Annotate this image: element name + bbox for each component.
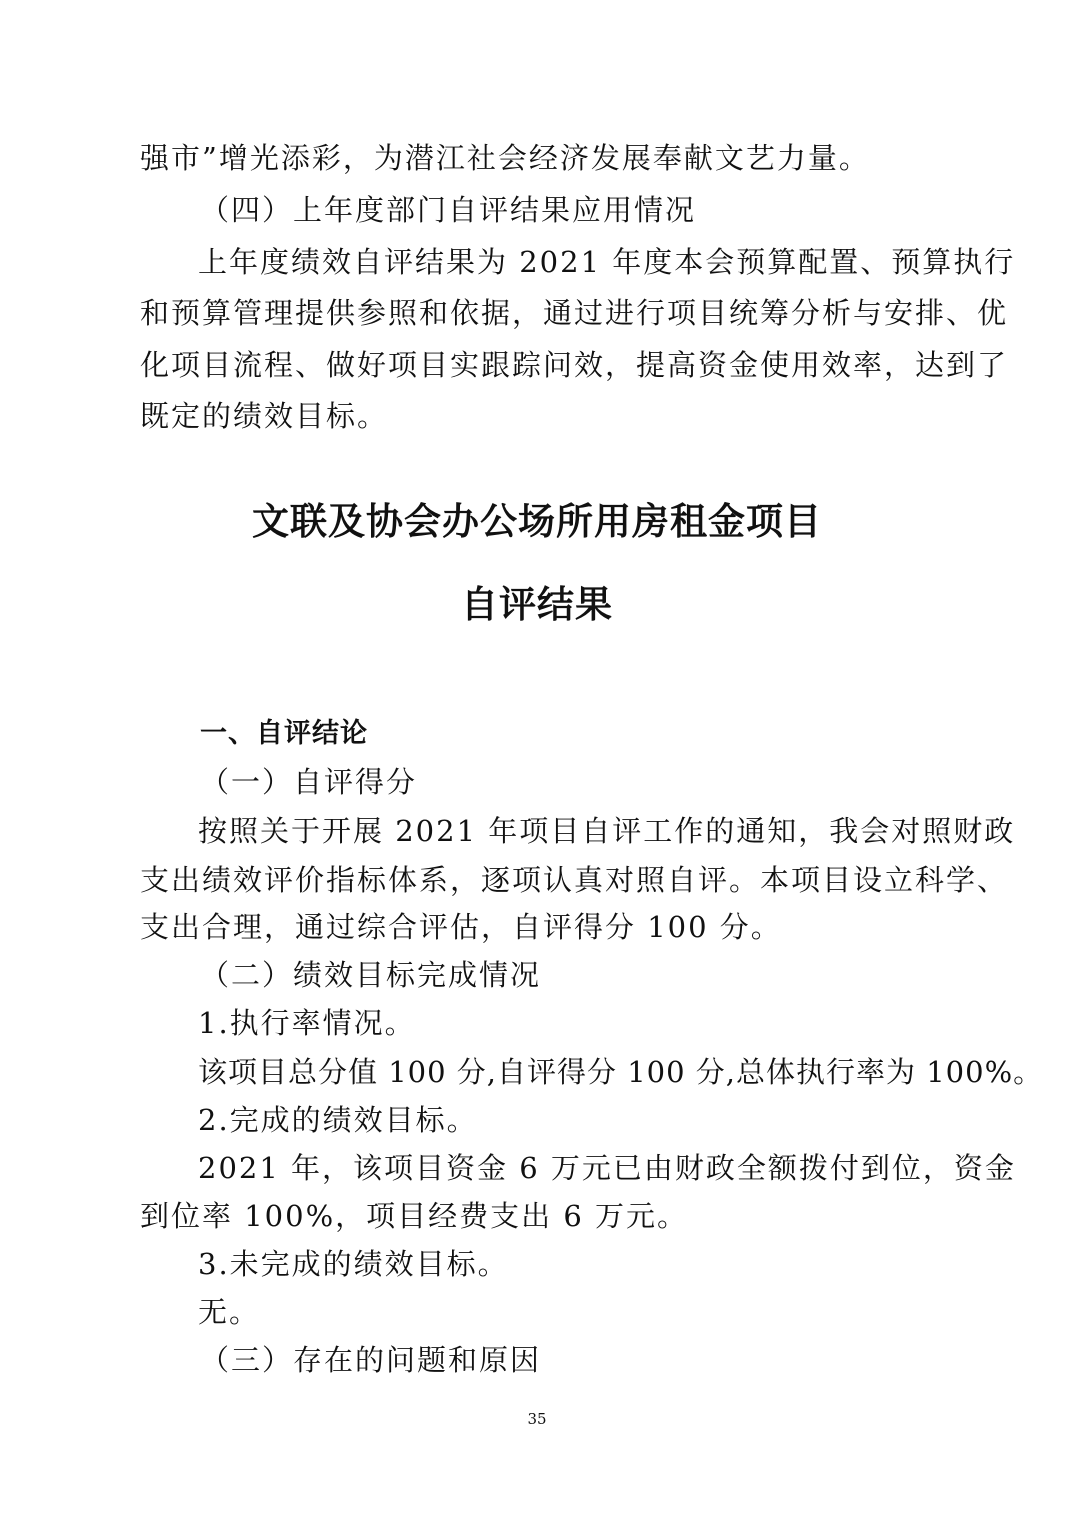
list-item: 3.未完成的绩效目标。 — [198, 1247, 509, 1281]
list-item: 1.执行率情况。 — [198, 1006, 416, 1040]
paragraph-line: 该项目总分值 100 分,自评得分 100 分,总体执行率为 100%。 — [198, 1055, 1044, 1089]
paragraph-line: 2021 年，该项目资金 6 万元已由财政全额拨付到位，资金 — [198, 1151, 1016, 1185]
section-heading: 一、自评结论 — [200, 718, 368, 749]
document-subtitle: 自评结果 — [461, 583, 613, 626]
section4-heading: （四）上年度部门自评结果应用情况 — [200, 193, 697, 227]
continuation-text: 强市”增光添彩，为潜江社会经济发展奉献文艺力量。 — [140, 141, 870, 175]
paragraph-line: 支出绩效评价指标体系，逐项认真对照自评。本项目设立科学、 — [140, 863, 1009, 897]
paragraph-line: 上年度绩效自评结果为 2021 年度本会预算配置、预算执行 — [198, 245, 1016, 279]
subsection-heading: （三）存在的问题和原因 — [200, 1343, 542, 1377]
paragraph-line: 支出合理，通过综合评估，自评得分 100 分。 — [140, 910, 782, 944]
list-item: 2.完成的绩效目标。 — [198, 1103, 478, 1137]
document-title: 文联及协会办公场所用房租金项目 — [252, 500, 822, 543]
paragraph-line: 到位率 100%，项目经费支出 6 万元。 — [140, 1199, 689, 1233]
subsection-heading: （一）自评得分 — [200, 765, 418, 799]
page-number: 35 — [527, 1410, 547, 1428]
paragraph-line: 化项目流程、做好项目实跟踪问效，提高资金使用效率，达到了 — [140, 348, 1009, 382]
subsection-heading: （二）绩效目标完成情况 — [200, 958, 542, 992]
paragraph-line: 无。 — [198, 1295, 261, 1329]
paragraph-line: 按照关于开展 2021 年项目自评工作的通知，我会对照财政 — [198, 814, 1016, 848]
paragraph-line: 和预算管理提供参照和依据，通过进行项目统筹分析与安排、优 — [140, 296, 1009, 330]
paragraph-line: 既定的绩效目标。 — [140, 399, 389, 433]
